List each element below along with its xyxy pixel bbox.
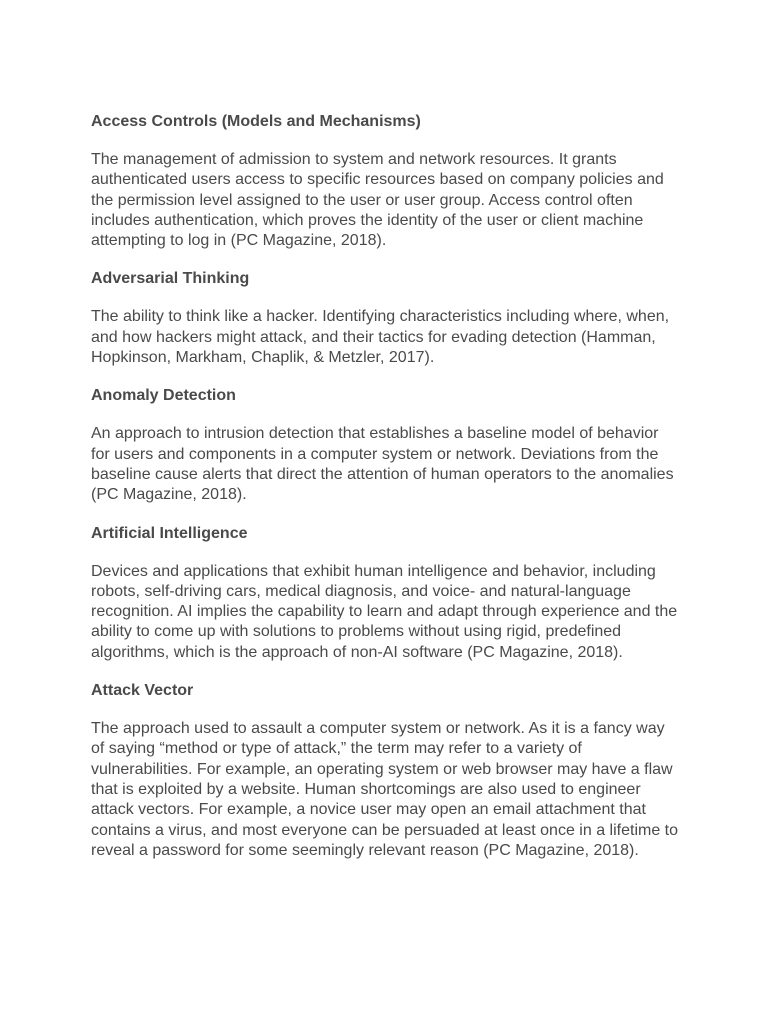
term-definition: An approach to intrusion detection that establishes a baseline model of behavior for users and components in a computer system or network. Deviations from the baseline cause alerts that direct the attention of human operators to the anomalies (PC Magazine, 2018). [91, 425, 674, 504]
term-definition: The ability to think like a hacker. Identifying characteristics including where, when, and how hackers might attack, and their tactics for evading detection (Hamman, Hopkinson, Markham, Chaplik, & Metzler, 2017). [91, 308, 670, 367]
term-heading: Adversarial Thinking [91, 270, 250, 288]
glossary-page [91, 112, 681, 879]
term-heading: Artificial Intelligence [91, 524, 248, 542]
term-heading: Anomaly Detection [91, 387, 236, 405]
glossary-entry-access-controls [91, 112, 681, 251]
glossary-entry-adversarial-thinking [91, 269, 681, 368]
glossary-entry-artificial-intelligence [91, 524, 681, 663]
term-definition: The management of admission to system and network resources. It grants authenticated users access to specific resources based on company policies and the permission level assigned to the user or user group. Access control often includes authentication, which proves the identity of the user or client machine attempting to log in (PC Magazine, 2018). [91, 151, 664, 250]
glossary-entry-anomaly-detection [91, 386, 681, 505]
glossary-entry-attack-vector [91, 681, 681, 861]
term-definition: Devices and applications that exhibit human intelligence and behavior, including robots, self-driving cars, medical diagnosis, and voice- and natural-language recognition. AI implies the capability to learn and adapt through experience and the ability to come up with solutions to problems without using rigid, predefined algorithms, which is the approach of non-AI software (PC Magazine, 2018). [91, 562, 678, 661]
term-heading: Attack Vector [91, 682, 194, 700]
term-heading: Access Controls (Models and Mechanisms) [91, 113, 421, 130]
term-definition: The approach used to assault a computer system or network. As it is a fancy way of saying “method or type of attack,” the term may refer to a variety of vulnerabilities. For example, an operating system or web browser may have a flaw that is exploited by a website. Human shortcomings are also used to engineer attack vectors. For example, a novice user may open an email attachment that contains a virus, and most everyone can be persuaded at least once in a lifetime to reveal a password for some seemingly relevant reason (PC Magazine, 2018). [91, 720, 679, 859]
